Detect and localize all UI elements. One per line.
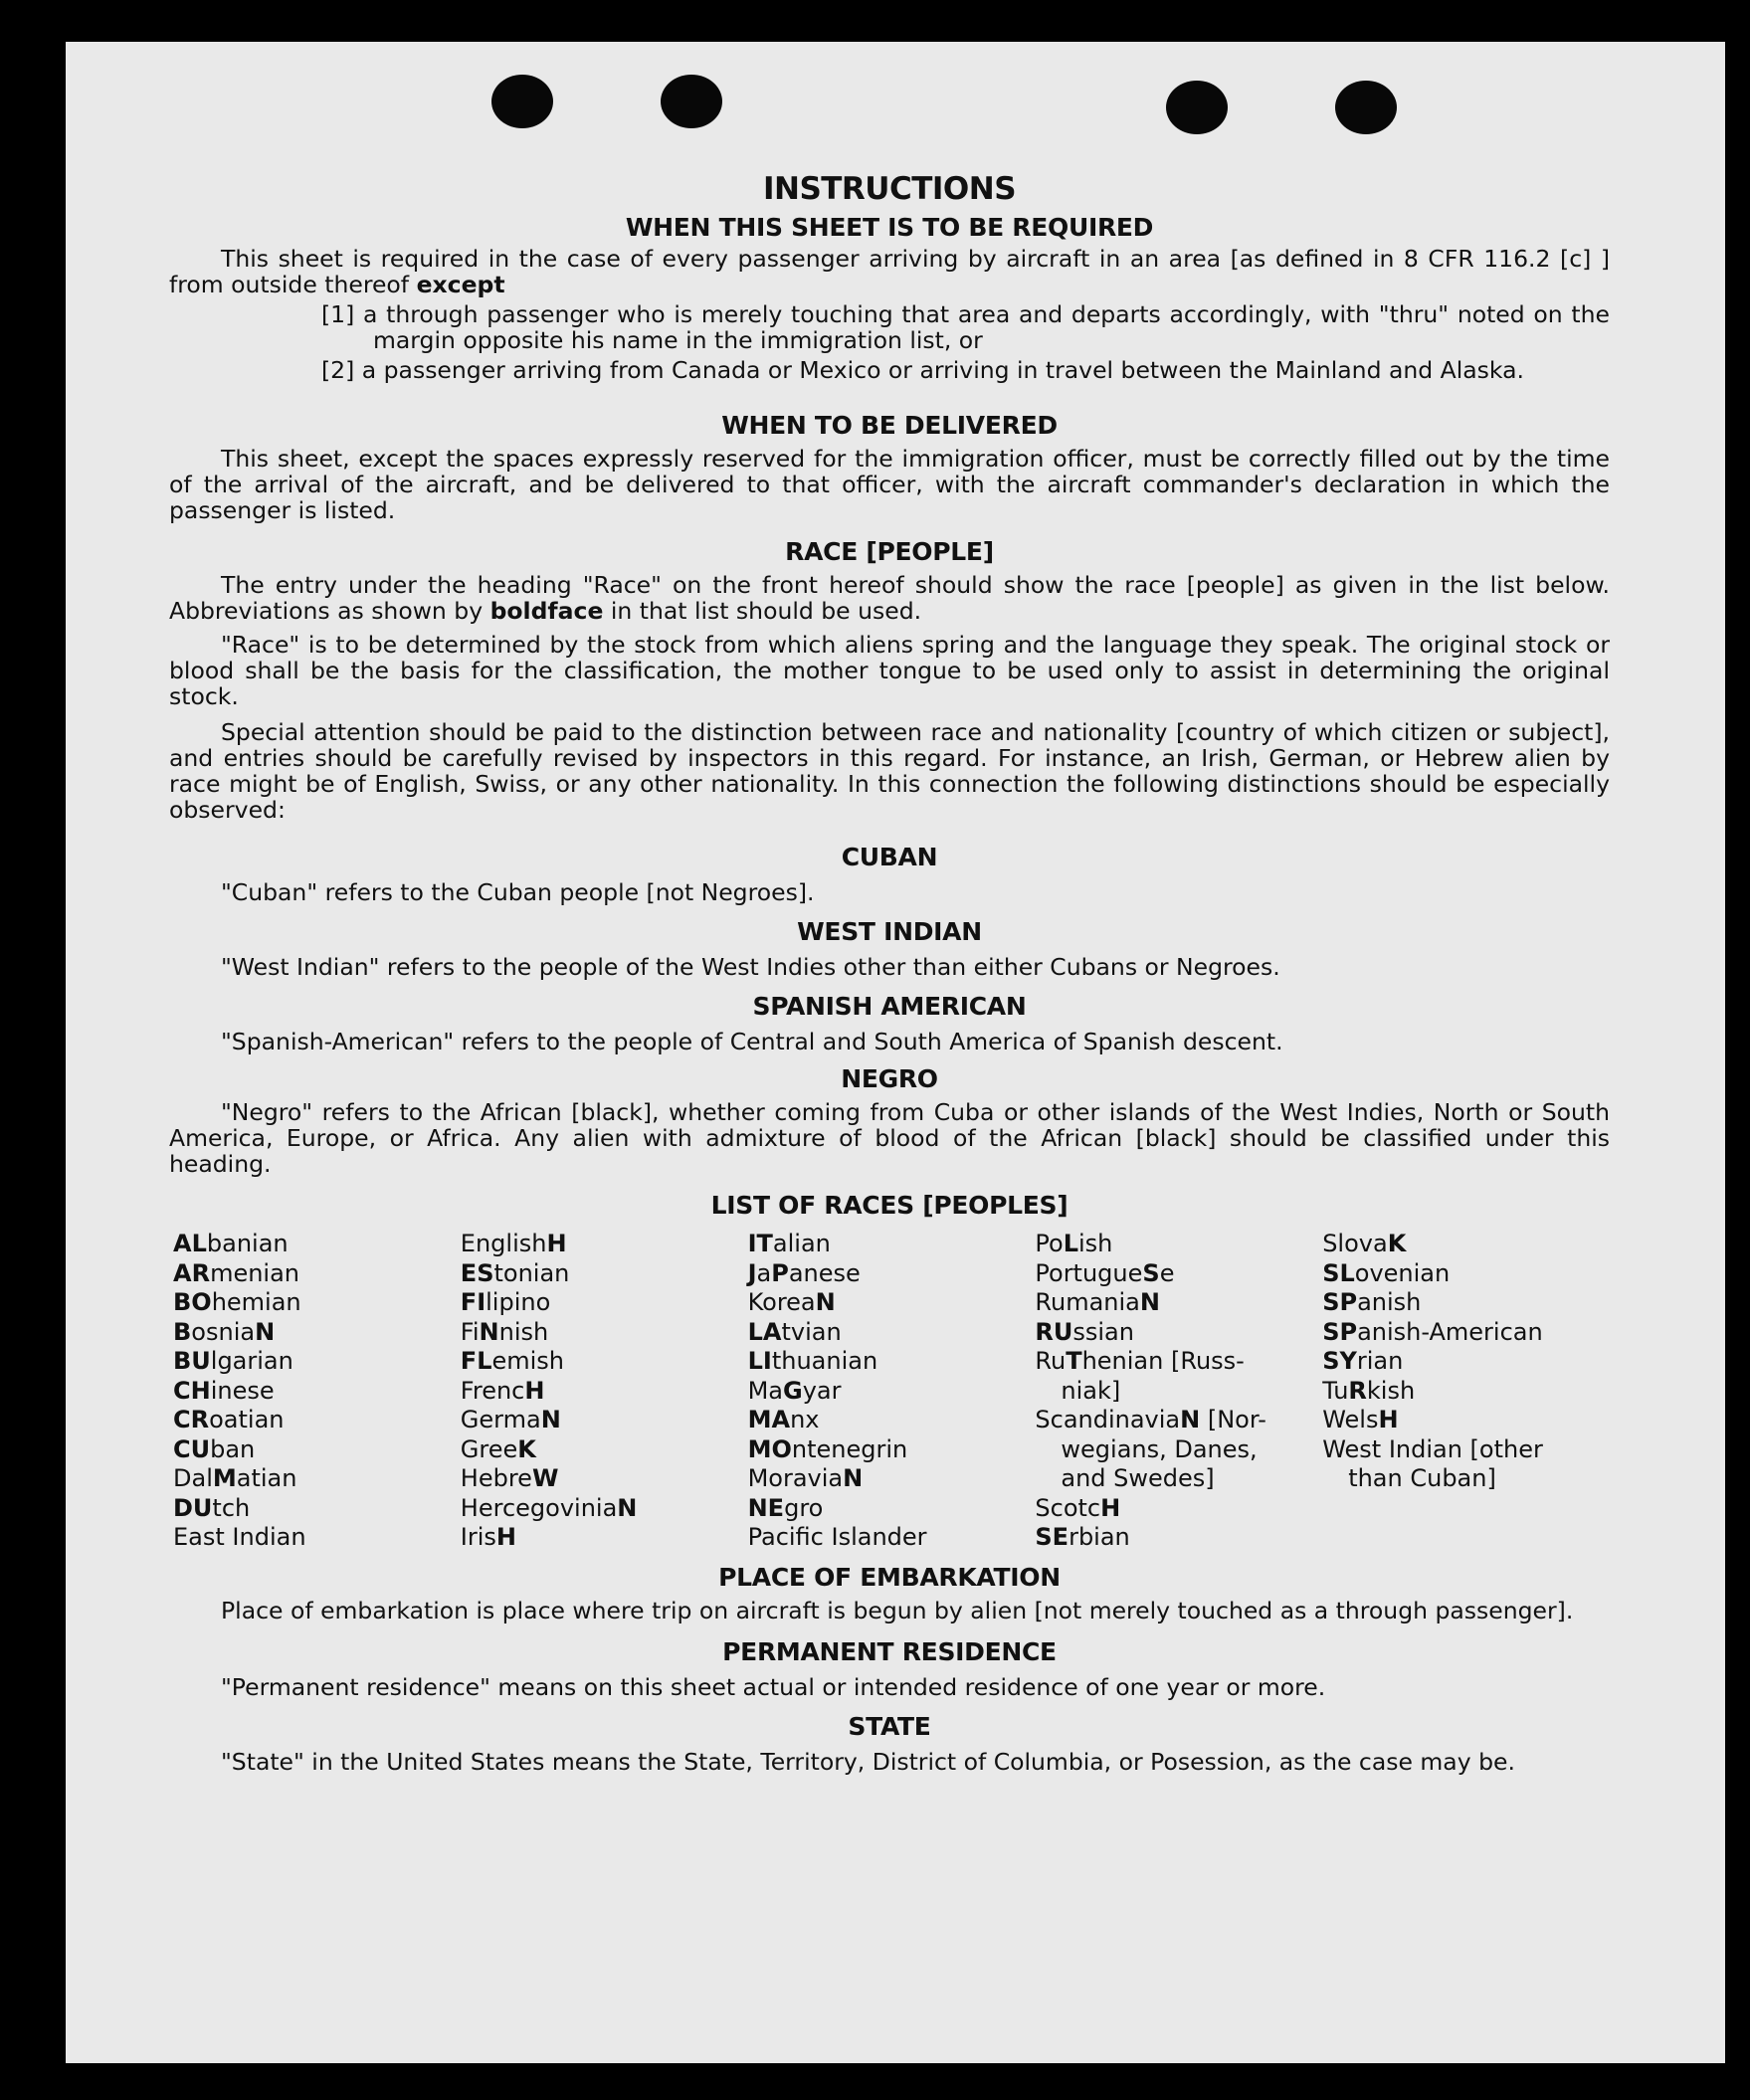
race-entry: SlovaK [1322,1230,1407,1257]
race-entry: JaPanese [747,1258,861,1287]
punch-hole [661,75,722,128]
when-required-intro: This sheet is required in the case of every passenger arriving by aircraft in an area [as defined in 8 CFR 116.2 [c] ] from outside thereof except [169,245,1610,298]
race-entry: SPanish-American [1322,1317,1543,1346]
section-heading-negro: NEGRO [841,1064,938,1093]
race-entry: RUssian [1035,1317,1134,1346]
race-entry: CUban [173,1434,256,1463]
race-entry: EnglishH [460,1230,567,1257]
race-entry: and Swedes] [1061,1464,1215,1492]
race-entry: ScotcH [1035,1493,1121,1522]
race-entry: TuRkish [1322,1376,1416,1405]
race-entry: SPanish [1322,1288,1422,1316]
race-entry: IrisH [460,1523,517,1551]
race-entry: BOhemian [173,1288,301,1316]
race-entry: BosniaN [173,1317,276,1346]
race-entry: PoLish [1035,1230,1113,1257]
punch-hole [491,75,553,128]
race-entry: MoraviaN [747,1464,864,1492]
race-entry: SYrian [1322,1347,1404,1375]
race-entry: EStonian [460,1258,570,1287]
race-entry: FIlipino [460,1288,551,1316]
section-heading-cuban: CUBAN [841,843,938,871]
race-entry: LAtvian [747,1317,842,1346]
negro-text: "Negro" refers to the African [black], whether coming from Cuba or other islands of the West Indies, North or South America, Europe, or Africa. Any alien with admixture of blood of the African [black] should be classified under this heading. [169,1098,1610,1178]
race-entry: PortugueSe [1035,1258,1175,1287]
punch-hole [1335,81,1397,134]
race-column [173,1230,461,1553]
race-entry: MOntenegrin [747,1434,908,1463]
section-heading-embarkation: PLACE OF EMBARKATION [718,1562,1061,1592]
race-entry: wegians, Danes, [1061,1434,1258,1463]
race-entry: NEgro [747,1493,824,1522]
race-entry: ARmenian [173,1258,300,1287]
exception-item-1: [1] a through passenger who is merely touching that area and departs accordingly, with "thru" noted on the margin opposite his name in the immigration list, or [321,300,1610,354]
race-entry: than Cuban] [1348,1464,1496,1492]
race-paragraph-1: The entry under the heading "Race" on the front hereof should show the race [people] as given in the list below. Abbreviations as shown by boldface in that list should be used. [169,571,1610,625]
state-text: "State" in the United States means the State, Territory, District of Columbia, or Posession, as the case may be. [221,1747,1515,1776]
race-entry: KoreaN [747,1288,836,1316]
race-entry: CHinese [173,1376,275,1405]
section-heading-spanish-american: SPANISH AMERICAN [752,992,1027,1021]
race-entry: LIthuanian [747,1347,878,1375]
race-entry: West Indian [other [1322,1434,1543,1463]
race-entry: SLovenian [1322,1258,1451,1287]
race-column [1035,1230,1322,1553]
race-paragraph-3: Special attention should be paid to the distinction between race and nationality [country of which citizen or subject], and entries should be carefully revised by inspectors in this regard. For instance, an Irish, German, or Hebrew alien by race might be of English, Swiss, or any other nationality. In this connection the following distinctions should be especially observed: [169,718,1610,824]
west-indian-text: "West Indian" refers to the people of the West Indies other than either Cubans or Negroes. [221,953,1280,981]
section-heading-when-delivered: WHEN TO BE DELIVERED [721,411,1058,440]
race-entry: ScandinaviaN [Nor- [1035,1406,1266,1433]
race-paragraph-2: "Race" is to be determined by the stock from which aliens spring and the language they speak. The original stock or blood shall be the basis for the classification, the mother tongue to be used only to assist in determining the original stock. [169,631,1610,710]
race-column [461,1230,748,1553]
race-list [169,1230,1610,1553]
punch-hole [1166,81,1228,134]
race-entry: FLemish [460,1347,565,1375]
spanish-american-text: "Spanish-American" refers to the people of Central and South America of Spanish descent. [221,1028,1283,1055]
document-page [66,42,1725,2063]
instructions-content [169,171,1610,1775]
race-entry: BUlgarian [173,1347,293,1375]
race-entry: SErbian [1035,1523,1130,1551]
page-title: INSTRUCTIONS [762,171,1017,207]
race-entry: RuThenian [Russ- [1035,1347,1245,1375]
section-heading-list-of-races: LIST OF RACES [PEOPLES] [710,1191,1069,1220]
race-entry: niak] [1061,1376,1121,1405]
race-entry: ITalian [747,1230,831,1257]
race-entry: GreeK [460,1434,536,1463]
race-entry: HebreW [460,1464,559,1492]
race-entry: FiNnish [460,1317,549,1346]
race-column [1322,1230,1610,1553]
race-entry: RumaniaN [1035,1288,1160,1316]
race-entry: FrencH [460,1376,545,1405]
when-delivered-text: This sheet, except the spaces expressly reserved for the immigration officer, must be correctly filled out by the time of the arrival of the aircraft, and be delivered to that officer, with the aircraft commander's declaration in which the passenger is listed. [169,445,1610,524]
race-entry: CRoatian [173,1406,285,1433]
embarkation-text: Place of embarkation is place where trip on aircraft is begun by alien [not merely touched as a through passenger]. [221,1596,1574,1624]
section-heading-state: STATE [848,1711,931,1741]
section-heading-race: RACE [PEOPLE] [785,537,994,566]
race-entry: HercegoviniaN [460,1493,638,1522]
race-entry: GermaN [460,1406,561,1433]
race-entry: East Indian [173,1523,306,1551]
section-heading-when-required: WHEN THIS SHEET IS TO BE REQUIRED [625,213,1154,242]
cuban-text: "Cuban" refers to the Cuban people [not Negroes]. [221,878,815,906]
exception-item-2: [2] a passenger arriving from Canada or Mexico or arriving in travel between the Mainland and Alaska. [321,356,1524,384]
race-entry: DUtch [173,1493,251,1522]
race-entry: WelsH [1322,1406,1399,1433]
permanent-residence-text: "Permanent residence" means on this sheet actual or intended residence of one year or more. [221,1672,1326,1701]
race-entry: DalMatian [173,1464,297,1492]
race-entry: MAnx [747,1406,820,1433]
race-entry: ALbanian [173,1230,289,1257]
race-entry: Pacific Islander [747,1523,927,1551]
section-heading-west-indian: WEST INDIAN [797,917,982,946]
race-entry: MaGyar [747,1376,842,1405]
race-column [748,1230,1036,1553]
section-heading-permanent-residence: PERMANENT RESIDENCE [722,1636,1057,1666]
